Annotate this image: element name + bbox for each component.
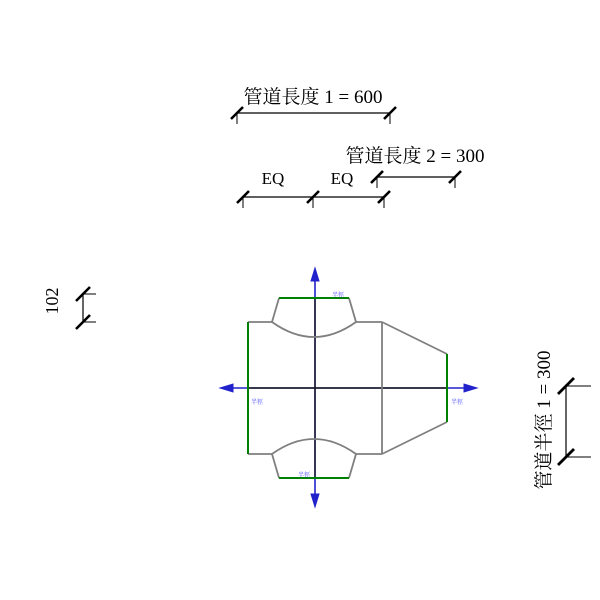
left-arrow-icon [220,384,233,392]
dim-pipe-radius-1-text[interactable]: 管道半徑 1 = 300 [534,350,555,490]
dim-pipe-length-1-text[interactable]: 管道長度 1 = 600 [243,87,383,108]
branch-slope[interactable] [272,454,279,478]
connector-label-bottom[interactable]: 半徑 [297,473,311,479]
dim-offset-102-text[interactable]: 102 [42,287,62,315]
taper-edge[interactable] [382,422,447,454]
branch-intersection-arc[interactable] [272,439,356,454]
branch-slope[interactable] [349,454,356,478]
dim-pipe-length-1[interactable] [231,86,396,124]
dim-pipe-length-2-text[interactable]: 管道長度 2 = 300 [345,146,485,167]
branch-intersection-arc[interactable] [272,322,356,337]
dim-equality[interactable] [237,169,390,208]
connector-label-right[interactable]: 半徑 [450,400,464,406]
branch-slope[interactable] [349,298,356,322]
dim-offset-102[interactable] [42,287,96,329]
dim-pipe-radius-1[interactable] [533,351,591,490]
branch-slope[interactable] [272,298,279,322]
right-arrow-icon [464,384,477,392]
taper-edge[interactable] [382,322,447,354]
dim-pipe-length-2[interactable] [346,145,485,188]
connector-label-top[interactable]: 半徑 [331,293,345,299]
up-arrow-icon [311,268,319,281]
eq-label-right[interactable]: EQ [330,169,354,188]
eq-label-left[interactable]: EQ [261,169,285,188]
connector-labels[interactable] [251,291,463,479]
down-arrow-icon [311,494,319,507]
connector-label-left[interactable]: 半徑 [250,400,264,406]
